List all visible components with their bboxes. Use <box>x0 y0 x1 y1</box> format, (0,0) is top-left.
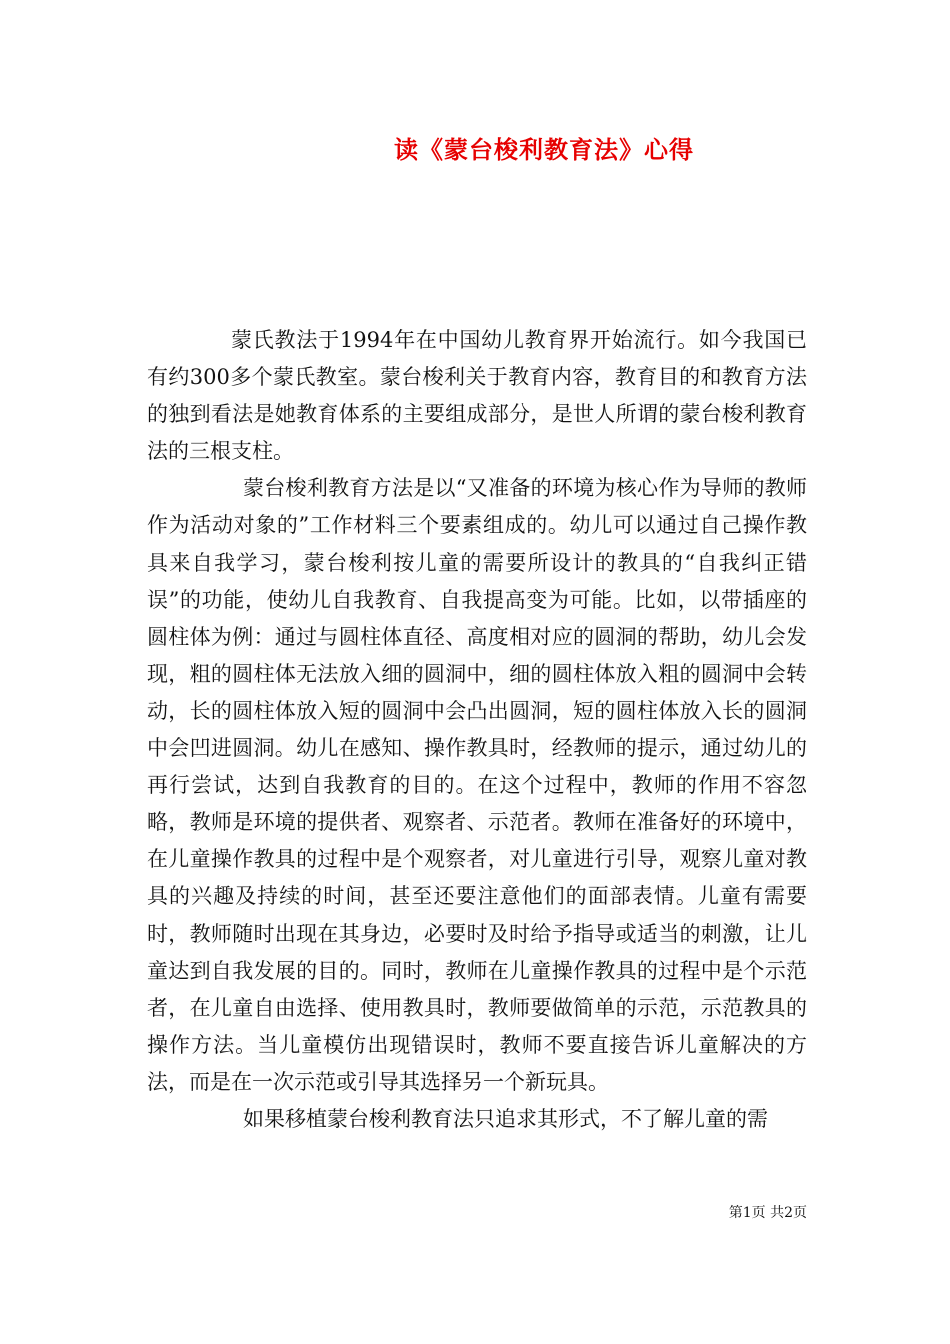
paragraph-3: 如果移植蒙台梭利教育法只追求其形式，不了解儿童的需 <box>243 1106 768 1131</box>
paragraph-2: 蒙台梭利教育方法是以“又准备的环境为核心作为导师的教师作为活动对象的”工作材料三个要素组成的。幼儿可以通过自己操作教具来自我学习，蒙台梭利按儿童的需要所设计的教具的“自我纠正错误”的功能，使幼儿自我教育、自我提高变为可能。比如，以带插座的圆柱体为例：通过与圆柱体直径、高度相对应的圆洞的帮助，幼儿会发现，粗的圆柱体无法放入细的圆洞中，细的圆柱体放入粗的圆洞中会转动，长的圆柱体放入短的圆洞中会凸出圆洞，短的圆柱体放入长的圆洞中会凹进圆洞。幼儿在感知、操作教具时，经教师的提示，通过幼儿的再行尝试，达到自我教育的目的。在这个过程中，教师的作用不容忽略，教师是环境的提供者、观察者、示范者。教师在准备好的环境中，在儿童操作教具的过程中是个观察者，对儿童进行引导，观察儿童对教具的兴趣及持续的时间，甚至还要注意他们的面部表情。儿童有需要时，教师随时出现在其身边，必要时及时给予指导或适当的刺激，让儿童达到自我发展的目的。同时，教师在儿童操作教具的过程中是个示范者，在儿童自由选择、使用教具时，教师要做简单的示范，示范教具的操作方法。当儿童模仿出现错误时，教师不要直接告诉儿童解决的方法，而是在一次示范或引导其选择另一个新玩具。 <box>147 476 807 1094</box>
paragraph-1: 蒙氏教法于1994年在中国幼儿教育界开始流行。如今我国已有约300多个蒙氏教室。蒙台梭利关于教育内容，教育目的和教育方法的独到看法是她教育体系的主要组成部分，是世人所谓的蒙台梭利教育法的三根支柱。 <box>147 328 807 464</box>
page-footer: 第1页 共2页 <box>728 1205 807 1221</box>
document-body <box>147 322 807 1138</box>
document-title: 读《蒙台梭利教育法》心得 <box>394 135 694 164</box>
